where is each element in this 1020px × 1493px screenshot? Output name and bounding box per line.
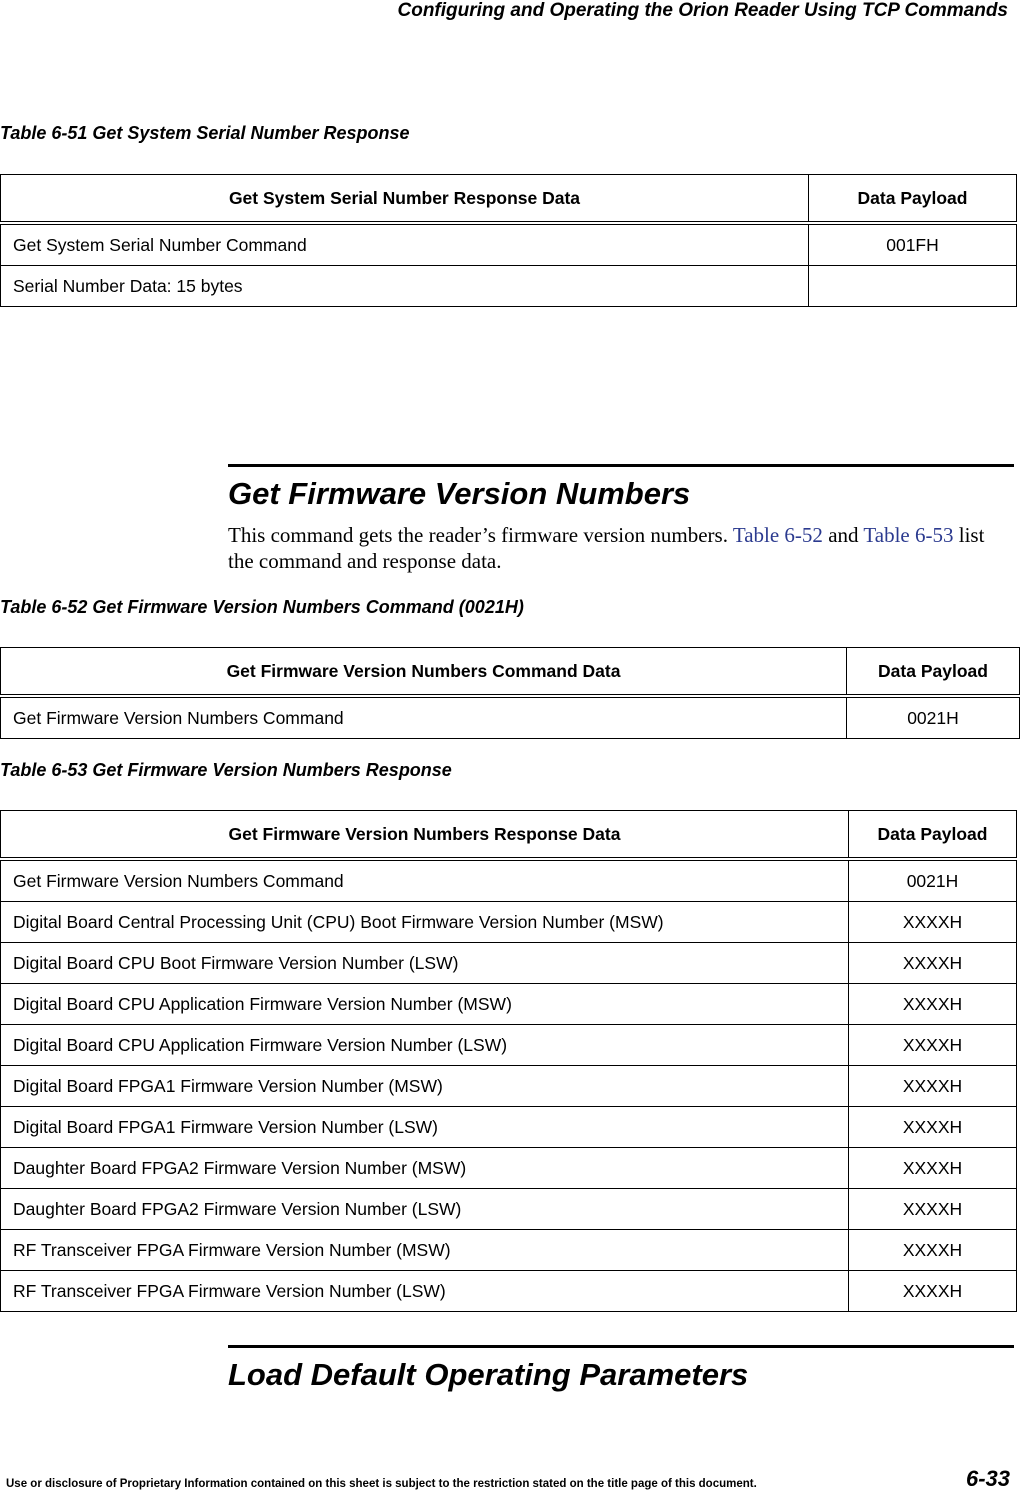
- table-6-53-header-data: Get Firmware Version Numbers Response Data: [1, 811, 849, 860]
- table-6-51-header-data: Get System Serial Number Response Data: [1, 175, 809, 224]
- table-cell-description: Get Firmware Version Numbers Command: [1, 696, 847, 739]
- table-6-52-header-data: Get Firmware Version Numbers Command Data: [1, 648, 847, 697]
- section-title-load-default: Load Default Operating Parameters: [228, 1357, 749, 1392]
- table-cell-payload: [809, 266, 1017, 307]
- table-cell-payload: XXXXH: [849, 1107, 1017, 1148]
- table-cell-payload: XXXXH: [849, 902, 1017, 943]
- table-row: [1, 902, 1017, 943]
- table-row: [1, 266, 1017, 307]
- table-cell-description: Daughter Board FPGA2 Firmware Version Number (MSW): [1, 1148, 849, 1189]
- body-text-suffix: list the command and response data.: [228, 523, 985, 573]
- table-row: [1, 1025, 1017, 1066]
- table-cell-description: Digital Board FPGA1 Firmware Version Number (MSW): [1, 1066, 849, 1107]
- table-cell-description: RF Transceiver FPGA Firmware Version Number (LSW): [1, 1271, 849, 1312]
- xref-table-6-53-link[interactable]: Table 6-53: [863, 523, 954, 547]
- table-cell-description: RF Transceiver FPGA Firmware Version Number (MSW): [1, 1230, 849, 1271]
- table-row: [1, 859, 1017, 902]
- table-cell-payload: XXXXH: [849, 1066, 1017, 1107]
- table-cell-payload: XXXXH: [849, 984, 1017, 1025]
- footer-disclaimer: Use or disclosure of Proprietary Information contained on this sheet is subject to the restriction stated on the title page of this document.: [6, 1478, 757, 1490]
- table-row: [1, 1230, 1017, 1271]
- table-row: [1, 223, 1017, 266]
- table-cell-description: Digital Board FPGA1 Firmware Version Number (LSW): [1, 1107, 849, 1148]
- table-cell-payload: XXXXH: [849, 1271, 1017, 1312]
- table-cell-description: Digital Board CPU Application Firmware Version Number (LSW): [1, 1025, 849, 1066]
- section-rule: [228, 464, 1014, 467]
- table-cell-description: Get Firmware Version Numbers Command: [1, 859, 849, 902]
- table-cell-payload: 0021H: [847, 696, 1020, 739]
- table-6-52-caption: Table 6-52 Get Firmware Version Numbers Command (0021H): [0, 597, 524, 617]
- section-body-firmware: [228, 522, 1003, 574]
- table-cell-payload: XXXXH: [849, 1189, 1017, 1230]
- table-row: [1, 1148, 1017, 1189]
- table-row: [1, 1066, 1017, 1107]
- table-cell-payload: XXXXH: [849, 1148, 1017, 1189]
- table-6-51-caption: Table 6-51 Get System Serial Number Response: [0, 123, 410, 143]
- table-cell-description: Digital Board Central Processing Unit (CPU) Boot Firmware Version Number (MSW): [1, 902, 849, 943]
- body-text-mid: and: [822, 523, 864, 547]
- table-cell-payload: 0021H: [849, 859, 1017, 902]
- table-cell-description: Digital Board CPU Application Firmware Version Number (MSW): [1, 984, 849, 1025]
- table-row: [1, 1271, 1017, 1312]
- table-row: [1, 1107, 1017, 1148]
- table-row: [1, 1189, 1017, 1230]
- table-6-52-header-payload: Data Payload: [847, 648, 1020, 697]
- section-title-firmware: Get Firmware Version Numbers: [228, 476, 691, 511]
- table-cell-payload: XXXXH: [849, 1230, 1017, 1271]
- table-6-51: [0, 174, 1017, 307]
- table-6-53: [0, 810, 1017, 1312]
- table-row: [1, 696, 1020, 739]
- table-6-52: [0, 647, 1020, 739]
- table-cell-payload: XXXXH: [849, 943, 1017, 984]
- table-row: [1, 943, 1017, 984]
- table-cell-payload: XXXXH: [849, 1025, 1017, 1066]
- table-cell-payload: 001FH: [809, 223, 1017, 266]
- page-number: 6-33: [965, 1466, 1010, 1491]
- table-cell-description: Get System Serial Number Command: [1, 223, 809, 266]
- table-6-53-header-payload: Data Payload: [849, 811, 1017, 860]
- body-text-prefix: This command gets the reader’s firmware version numbers.: [228, 523, 733, 547]
- section-rule: [228, 1345, 1014, 1348]
- table-cell-description: Serial Number Data: 15 bytes: [1, 266, 809, 307]
- table-6-53-caption: Table 6-53 Get Firmware Version Numbers Response: [0, 760, 452, 780]
- xref-table-6-52-link[interactable]: Table 6-52: [732, 523, 823, 547]
- table-cell-description: Digital Board CPU Boot Firmware Version Number (LSW): [1, 943, 849, 984]
- table-row: [1, 984, 1017, 1025]
- table-cell-description: Daughter Board FPGA2 Firmware Version Number (LSW): [1, 1189, 849, 1230]
- running-header: Configuring and Operating the Orion Reader Using TCP Commands: [397, 0, 1008, 21]
- table-6-51-header-payload: Data Payload: [809, 175, 1017, 224]
